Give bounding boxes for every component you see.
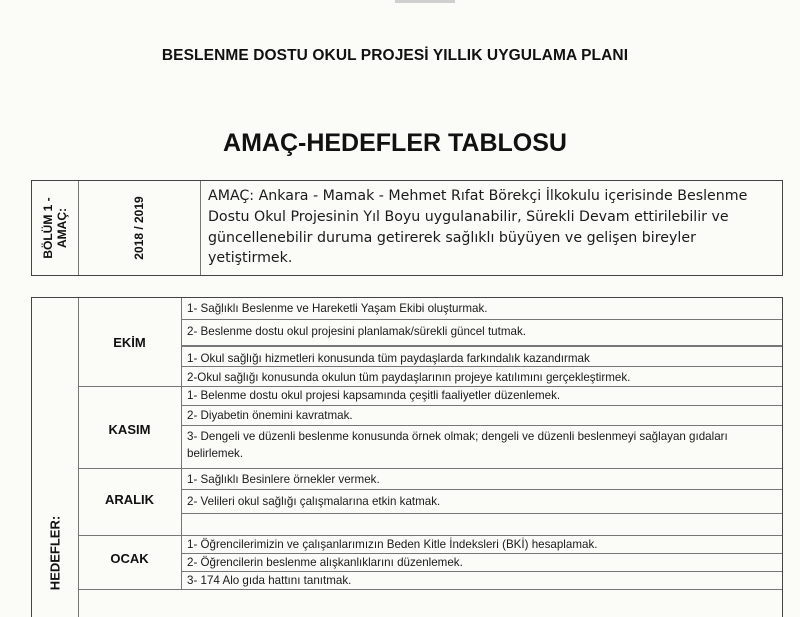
section-label-line1: BÖLÜM 1 - <box>41 197 55 259</box>
month-label: EKİM <box>113 335 146 350</box>
objective-item: 1- Sağlıklı Beslenme ve Hareketli Yaşam Ekibi oluşturmak. <box>182 300 782 320</box>
objective-item: 1- Belenme dostu okul projesi kapsamında çeşitli faaliyetler düzenlemek. <box>182 387 782 406</box>
objective-item: 1- Sağlıklı Besinlere örnekler vermek. <box>182 469 782 490</box>
document-title: BESLENME DOSTU OKUL PROJESİ YILLIK UYGULAMA PLANI <box>161 47 629 64</box>
month-label: OCAK <box>110 551 149 566</box>
section-label-line2: AMAÇ: <box>55 208 69 248</box>
section-label <box>41 197 69 258</box>
objective-item: 2- Öğrencilerin beslenme alışkanlıklarını düzenlemek. <box>182 554 782 572</box>
objective-item: 3- Dengeli ve düzenli beslenme konusunda örnek olmak; dengeli ve düzenli beslenmeyi sağlayan gıdaları belirlemek. <box>182 426 782 469</box>
aim-table <box>31 180 783 276</box>
objective-item: 2- Diyabetin önemini kavratmak. <box>182 406 782 426</box>
objective-item: 1- Okul sağlığı hizmetleri konusunda tüm paydaşlarda farkındalık kazandırmak <box>182 346 782 367</box>
objective-item: 2- Beslenme dostu okul projesini planlamak/sürekli güncel tutmak. <box>182 320 782 346</box>
objective-item: 1- Öğrencilerimizin ve çalışanlarımızın Beden Kitle İndeksleri (BKİ) hesaplamak. <box>182 536 782 554</box>
objectives-table <box>31 297 783 617</box>
objectives-side-label: HEDEFLER: <box>47 515 63 591</box>
objectives-side-cell <box>32 298 79 617</box>
scan-smudge <box>395 0 455 3</box>
month-label: ARALIK <box>104 492 155 507</box>
aim-text: AMAÇ: Ankara - Mamak - Mehmet Rıfat Börekçi İlkokulu içerisinde Beslenme Dostu Okul Projesinin Yıl Boyu uygulanabilir, Sürekli Devam ettirilebilir ve güncellenebilir duruma getirerek sağlıklı büyüyen ve gelişen bireyler yetiştirmek. <box>208 188 748 267</box>
month-cell-ocak <box>78 536 182 590</box>
objective-item-empty <box>182 514 782 536</box>
year-label: 2018 / 2019 <box>132 196 146 260</box>
section-label-cell <box>32 181 79 275</box>
month-cell-ekim <box>78 298 182 387</box>
objective-item: 2-Okul sağlığı konusunda okulun tüm paydaşlarının projeye katılımını gerçekleştirmek. <box>182 367 782 387</box>
month-label: KASIM <box>108 422 151 437</box>
month-cell-aralik <box>78 469 182 536</box>
objective-item: 3- 174 Alo gıda hattını tanıtmak. <box>182 572 782 590</box>
year-cell <box>78 181 201 275</box>
month-cell-kasim <box>78 387 182 469</box>
objective-item: 2- Velileri okul sağlığı çalışmalarına etkin katmak. <box>182 490 782 514</box>
section-title: AMAÇ-HEDEFLER TABLOSU <box>223 129 567 157</box>
